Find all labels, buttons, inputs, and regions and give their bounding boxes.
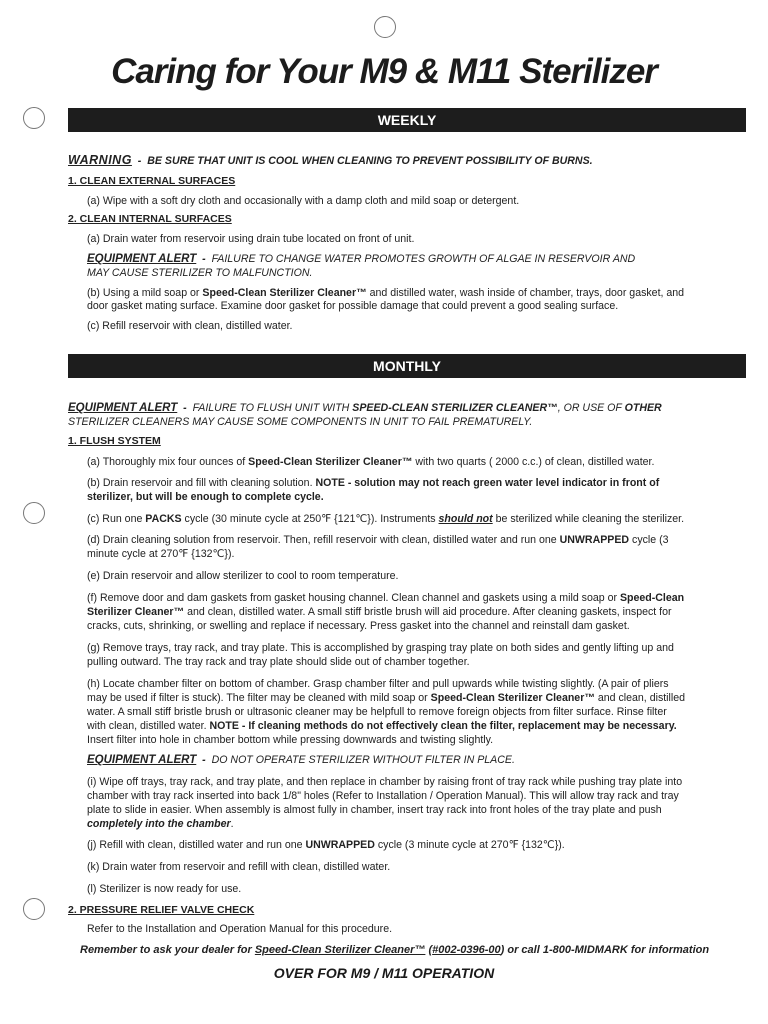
footer-over: OVER FOR M9 / M11 OPERATION bbox=[273, 965, 495, 981]
flush-step-i: (i) Wipe off trays, tray rack, and tray plate, and then replace in chamber by raising front of tray rack while pushing tray plate into bbox=[87, 776, 683, 788]
flush-step-i-line4: completely into the chamber. bbox=[87, 818, 234, 830]
flush-step-d-line2: minute cycle at 270℉ {132℃}). bbox=[87, 548, 235, 560]
flush-step-f: (f) Remove door and dam gaskets from gasket housing channel. Clean channel and gaskets using a mild soap or Speed-Clean bbox=[87, 592, 685, 604]
step-internal-b-line2: door gasket mating surface. Examine door gasket for possible damage that could prevent a good sealing surface. bbox=[87, 300, 619, 312]
flush-step-j: (j) Refill with clean, distilled water and run one UNWRAPPED cycle (3 minute cycle at 270℉ {132℃}). bbox=[87, 839, 565, 851]
flush-step-e: (e) Drain reservoir and allow sterilizer to cool to room temperature. bbox=[87, 570, 399, 582]
monthly-section-bar: MONTHLY bbox=[68, 354, 746, 378]
equipment-alert-label: EQUIPMENT ALERT bbox=[68, 402, 178, 414]
flush-step-h-line5: Insert filter into hole in chamber bottom while pressing downwards and twisting slightly. bbox=[87, 734, 494, 746]
heading-clean-internal: 2. CLEAN INTERNAL SURFACES bbox=[68, 213, 232, 225]
equipment-alert-label: EQUIPMENT ALERT bbox=[87, 253, 197, 265]
warning-label: WARNING bbox=[68, 153, 132, 167]
dealer-reminder: Remember to ask your dealer for Speed-Clean Sterilizer Cleaner™ (#002-0396-00) or call 1-800-MIDMARK for information bbox=[80, 944, 710, 956]
flush-step-d: (d) Drain cleaning solution from reservoir. Then, refill reservoir with clean, distilled water and run one UNWRAPPED cycle (3 bbox=[87, 534, 669, 546]
binder-hole-left-1 bbox=[23, 107, 45, 129]
warning-text: BE SURE THAT UNIT IS COOL WHEN CLEANING TO PREVENT POSSIBILITY OF BURNS. bbox=[147, 155, 593, 167]
flush-step-g-line2: pulling outward. The tray rack and tray plate should slide out of chamber together. bbox=[87, 656, 470, 668]
flush-step-b: (b) Drain reservoir and fill with cleaning solution. NOTE - solution may not reach green water level indicator in front of bbox=[87, 477, 660, 489]
heading-pressure-relief: 2. PRESSURE RELIEF VALVE CHECK bbox=[68, 904, 255, 916]
monthly-equipment-alert: EQUIPMENT ALERT - FAILURE TO FLUSH UNIT WITH SPEED-CLEAN STERILIZER CLEANER™, OR USE OF OTHER bbox=[68, 402, 662, 414]
flush-step-f-line3: cracks, cuts, shrinking, or swelling and replace if necessary. Press gasket into the channel and reinstall dam gasket. bbox=[87, 620, 630, 632]
flush-step-a: (a) Thoroughly mix four ounces of Speed-Clean Sterilizer Cleaner™ with two quarts ( 2000 c.c.) of clean, distilled water. bbox=[87, 456, 655, 468]
flush-step-f-line2: Sterilizer Cleaner™ and clean, distilled water. A small stiff bristle brush will aid procedure. After cleaning gaskets, inspect for bbox=[87, 606, 672, 618]
pressure-relief-text: Refer to the Installation and Operation Manual for this procedure. bbox=[87, 923, 393, 935]
binder-hole-left-2 bbox=[23, 502, 45, 524]
step-external-a: (a) Wipe with a soft dry cloth and occasionally with a damp cloth and mild soap or detergent. bbox=[87, 195, 520, 207]
heading-flush-system: 1. FLUSH SYSTEM bbox=[68, 435, 161, 447]
flush-step-h-line3: water. A small stiff bristle brush or ultrasonic cleaner may be helpfull to remove foreign objects from filter surface. Rinse filter bbox=[87, 706, 667, 718]
flush-step-c: (c) Run one PACKS cycle (30 minute cycle at 250℉ {121℃}). Instruments should not be sterilized while cleaning the sterilizer. bbox=[87, 513, 685, 525]
step-internal-a: (a) Drain water from reservoir using drain tube located on front of unit. bbox=[87, 233, 415, 245]
monthly-equipment-alert-line2: STERILIZER CLEANERS MAY CAUSE SOME COMPONENTS IN UNIT TO FAIL PREMATURELY. bbox=[68, 416, 533, 428]
weekly-section-bar: WEEKLY bbox=[68, 108, 746, 132]
flush-step-k: (k) Drain water from reservoir and refill with clean, distilled water. bbox=[87, 861, 391, 873]
weekly-equipment-alert-line2: MAY CAUSE STERILIZER TO MALFUNCTION. bbox=[87, 267, 313, 279]
page-title: Caring for Your M9 & M11 Sterilizer bbox=[111, 52, 657, 91]
flush-step-h: (h) Locate chamber filter on bottom of chamber. Grasp chamber filter and pull upwards while twisting slightly. (A pair of pliers bbox=[87, 678, 669, 690]
weekly-equipment-alert: EQUIPMENT ALERT - FAILURE TO CHANGE WATER PROMOTES GROWTH OF ALGAE IN RESERVOIR AND bbox=[87, 253, 636, 265]
flush-step-g: (g) Remove trays, tray rack, and tray plate. This is accomplished by grasping tray plate on both sides and gently lifting up and bbox=[87, 642, 674, 654]
flush-step-b-line2: sterilizer, but will be enough to complete cycle. bbox=[87, 491, 324, 503]
flush-step-l: (l) Sterilizer is now ready for use. bbox=[87, 883, 242, 895]
flush-step-i-line2: chamber with tray rack inserted into back 1/8" holes (Refer to Installation / Operation Manual). This will allow tray rack and tray bbox=[87, 790, 679, 802]
weekly-warning: WARNING - BE SURE THAT UNIT IS COOL WHEN CLEANING TO PREVENT POSSIBILITY OF BURNS. bbox=[68, 153, 593, 167]
flush-step-h-line4: with clean, distilled water. NOTE - If cleaning methods do not effectively clean the filter, replacement may be necessary. bbox=[87, 720, 677, 732]
flush-step-i-line3: plate to slide in easier. When assembly is almost fully in chamber, insert tray rack into front holes of the tray plate and push bbox=[87, 804, 662, 816]
equipment-alert-label: EQUIPMENT ALERT bbox=[87, 754, 197, 766]
binder-hole-left-3 bbox=[23, 898, 45, 920]
flush-step-h-line2: may be used if filter is stuck). The filter may be cleaned with mild soap or Speed-Clean Sterilizer Cleaner™ and clean, distilled bbox=[87, 692, 686, 704]
step-internal-b: (b) Using a mild soap or Speed-Clean Sterilizer Cleaner™ and distilled water, wash inside of chamber, trays, door gasket, and bbox=[87, 287, 685, 299]
heading-clean-external: 1. CLEAN EXTERNAL SURFACES bbox=[68, 175, 236, 187]
binder-hole-top bbox=[374, 16, 396, 38]
step-internal-c: (c) Refill reservoir with clean, distilled water. bbox=[87, 320, 293, 332]
filter-equipment-alert: EQUIPMENT ALERT - DO NOT OPERATE STERILIZER WITHOUT FILTER IN PLACE. bbox=[87, 754, 515, 766]
